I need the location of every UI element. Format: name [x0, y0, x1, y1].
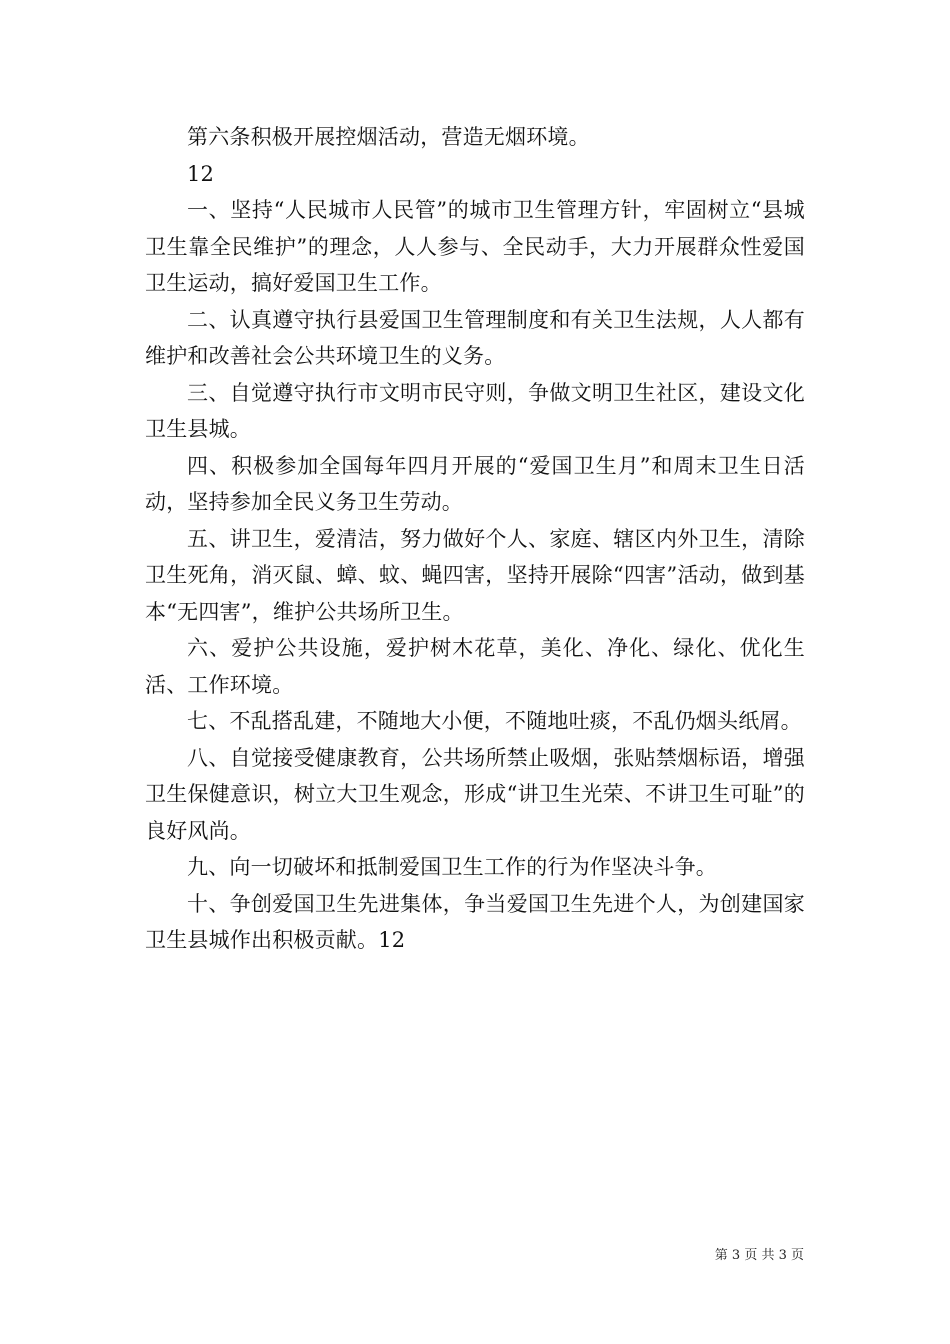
paragraph-item-8: 八、自觉接受健康教育，公共场所禁止吸烟，张贴禁烟标语，增强卫生保健意识，树立大卫生观念，形成“讲卫生光荣、不讲卫生可耻”的良好风尚。: [145, 745, 805, 843]
paragraph-item-1: 一、坚持“人民城市人民管”的城市卫生管理方针，牢固树立“县城卫生靠全民维护”的理念，人人参与、全民动手，大力开展群众性爱国卫生运动，搞好爱国卫生工作。: [145, 198, 805, 295]
paragraph-item-10: 十、争创爱国卫生先进集体，争当爱国卫生先进个人，为创建国家卫生县城作出积极贡献。12: [145, 891, 805, 952]
paragraph-item-5: 五、讲卫生，爱清洁，努力做好个人、家庭、辖区内外卫生，清除卫生死角，消灭鼠、蟑、蚊、蝇四害，坚持开展除“四害”活动，做到基本“无四害”，维护公共场所卫生。: [145, 526, 805, 624]
paragraph-item-9: 九、向一切破坏和抵制爱国卫生工作的行为作坚决斗争。: [187, 855, 717, 879]
document-body: [145, 119, 805, 959]
paragraph-item-2: 二、认真遵守执行县爱国卫生管理制度和有关卫生法规，人人都有维护和改善社会公共环境卫生的义务。: [145, 307, 805, 368]
paragraph-item-6: 六、爱护公共设施，爱护树木花草，美化、净化、绿化、优化生活、工作环境。: [145, 636, 805, 697]
paragraph-item-7: 七、不乱搭乱建，不随地大小便，不随地吐痰，不乱仍烟头纸屑。: [187, 709, 802, 733]
paragraph-number: 12: [187, 161, 215, 186]
paragraph-article-six: 第六条积极开展控烟活动，营造无烟环境。: [187, 125, 590, 149]
page-number-footer: 第 3 页 共 3 页: [714, 1248, 804, 1263]
paragraph-item-3: 三、自觉遵守执行市文明市民守则，争做文明卫生社区，建设文化卫生县城。: [145, 380, 805, 441]
paragraph-item-4: 四、积极参加全国每年四月开展的“爱国卫生月”和周末卫生日活动，坚持参加全民义务卫生劳动。: [145, 453, 805, 514]
